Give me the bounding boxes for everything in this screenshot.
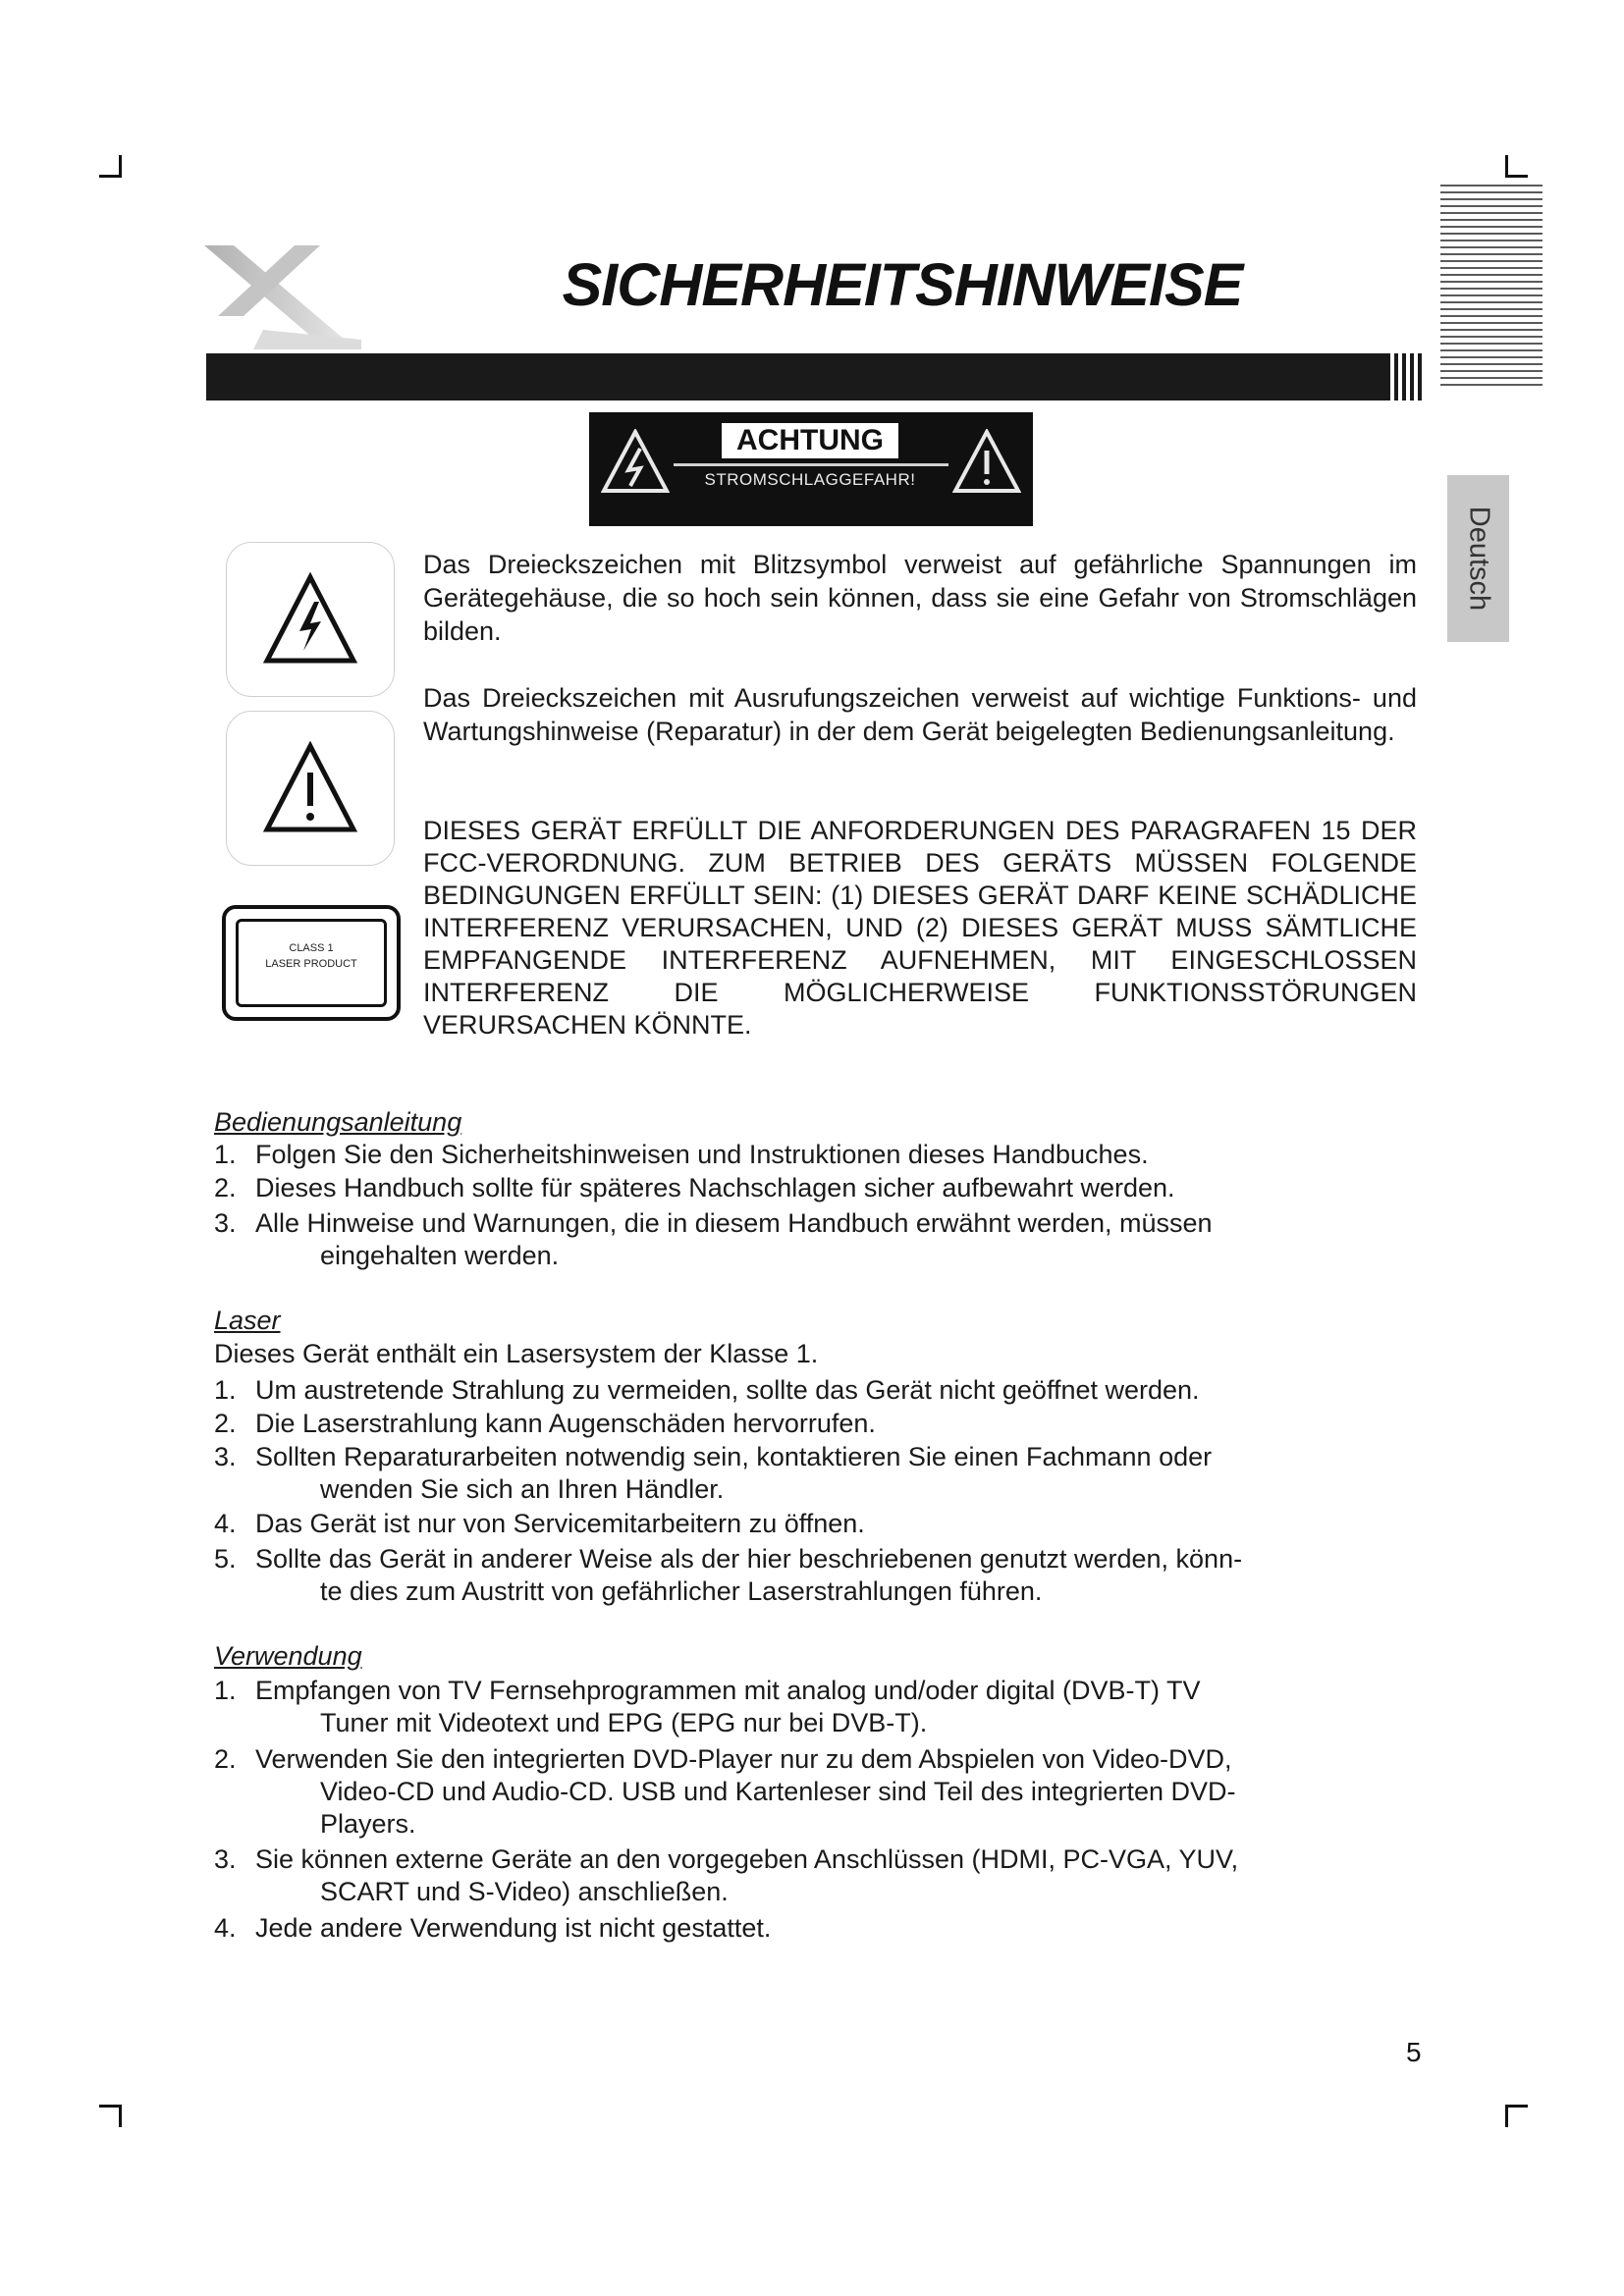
warning-subtitle: STROMSCHLAGGEFAHR! [704,470,916,489]
laser-label-line1: CLASS 1 [289,942,334,954]
crop-mark-bottom-left [99,2105,122,2127]
list-item-text: Empfangen von TV Fernsehprogrammen mit analog und/oder digital (DVB-T) TV [255,1676,1201,1705]
section-heading-bedienung: Bedienungsanleitung [214,1107,462,1137]
exclamation-symbol-card [226,711,395,866]
list-item-text: Folgen Sie den Sicherheitshinweisen und Instruktionen dieses Handbuches. [255,1140,1149,1169]
list-item-text: Verwenden Sie den integrierten DVD-Player nur zu dem Abspielen von Video-DVD, [255,1744,1232,1774]
lightning-symbol-card [226,542,395,697]
crop-mark-top-right [1505,155,1528,178]
list-item-continuation: eingehalten werden. [320,1241,560,1270]
list-item-continuation: Video-CD und Audio-CD. USB und Kartenleser sind Teil des integrierten DVD- [320,1777,1236,1806]
list-item [214,1543,1422,1608]
list-item-number: 3. [214,1208,237,1238]
list-item-text: Sie können externe Geräte an den vorgegeben Anschlüssen (HDMI, PC-VGA, YUV, [255,1844,1239,1874]
warning-title-box [722,423,898,458]
section-heading-laser: Laser [214,1306,281,1335]
list-item [214,1374,1422,1407]
laser-label-line2: LASER PRODUCT [265,958,357,970]
list-item-continuation: te dies zum Austritt von gefährlicher Laserstrahlungen führen. [320,1576,1043,1606]
crop-mark-top-left [99,155,122,178]
list-item [214,1207,1422,1272]
language-tab-label: Deutsch [1463,506,1494,612]
list-item-text: Jede andere Verwendung ist nicht gestattet. [255,1913,772,1943]
list-item [214,1675,1422,1739]
list-item-number: 1. [214,1140,237,1169]
language-tab [1447,475,1509,642]
list-item [214,1408,1422,1440]
list-item-number: 5. [214,1544,237,1574]
intro-paragraph-fcc: DIESES GERÄT ERFÜLLT DIE ANFORDERUNGEN DES PARAGRAFEN 15 DER FCC-VERORDNUNG. ZUM BETRIEB DES GERÄTS MÜSSEN FOLGENDE BEDINGUNGEN ERFÜLLT SEIN: (1) DIESES GERÄT DARF KEINE SCHÄDLICHE INTERFERENZ VERURSACHEN, UND (2) DIESES GERÄT MUSS SÄMTLICHE EMPFANGENDE INTERFERENZ AUFNEHMEN, MIT EINGESCHLOSSEN INTERFERENZ DIE MÖGLICHERWEISE FUNKTIONSSTÖRUNGEN VERURSACHEN KÖNNTE. [423,816,1417,1040]
list-item-text: Die Laserstrahlung kann Augenschäden hervorrufen. [255,1409,876,1438]
exclamation-warning-icon [952,429,1021,494]
list-item-number: 3. [214,1442,237,1471]
warning-divider [674,463,948,466]
list-item-continuation: Tuner mit Videotext und EPG (EPG nur bei DVB-T). [320,1708,928,1737]
intro-paragraph-exclamation: Das Dreieckszeichen mit Ausrufungszeichen verweist auf wichtige Funktions- und Wartungshinweise (Reparatur) in der dem Gerät beigelegten Bedienungsanleitung. [423,683,1417,746]
list-item-continuation: SCART und S-Video) anschließen. [320,1877,729,1906]
page-title: SICHERHEITSHINWEISE [562,251,1243,318]
decorative-stripes [1440,185,1543,391]
section-heading-verwendung: Verwendung [214,1641,362,1671]
laser-intro: Dieses Gerät enthält ein Lasersystem der Klasse 1. [214,1339,819,1368]
list-item-text: Um austretende Strahlung zu vermeiden, sollte das Gerät nicht geöffnet werden. [255,1375,1200,1405]
list-item-number: 1. [214,1676,237,1705]
laser-product-label [222,905,401,1021]
list-item-number: 4. [214,1913,237,1943]
list-item-number: 2. [214,1744,237,1774]
header-bar-fade [1371,353,1426,400]
list-item-number: 3. [214,1844,237,1874]
exclamation-triangle-icon [262,741,358,835]
list-item [214,1508,1422,1540]
list-item-number: 4. [214,1509,237,1538]
list-item [214,1843,1422,1908]
crop-mark-bottom-right [1505,2105,1528,2127]
list-item-text: Alle Hinweise und Warnungen, die in diesem Handbuch erwähnt werden, müssen [255,1208,1213,1238]
list-item [214,1743,1422,1841]
lightning-warning-icon [601,429,670,494]
list-item-text: Dieses Handbuch sollte für späteres Nachschlagen sicher aufbewahrt werden. [255,1173,1175,1202]
list-item [214,1441,1422,1506]
list-item [214,1912,1422,1945]
intro-paragraph-lightning: Das Dreieckszeichen mit Blitzsymbol verweist auf gefährliche Spannungen im Gerätegehäuse, die so hoch sein können, dass sie eine Gefahr von Stromschlägen bilden. [423,550,1417,646]
brand-logo-x-icon [204,241,361,349]
list-item-continuation: Players. [320,1809,416,1839]
header-bar [206,353,1386,400]
page-number: 5 [1406,2037,1422,2067]
list-item-number: 2. [214,1409,237,1438]
list-item-text: Sollten Reparaturarbeiten notwendig sein, kontaktieren Sie einen Fachmann oder [255,1442,1213,1471]
lightning-triangle-icon [262,572,358,667]
list-item [214,1139,1422,1171]
list-item [214,1172,1422,1204]
warning-title: ACHTUNG [736,424,884,456]
list-item-number: 1. [214,1375,237,1405]
list-item-text: Sollte das Gerät in anderer Weise als der hier beschriebenen genutzt werden, könn- [255,1544,1243,1574]
list-item-continuation: wenden Sie sich an Ihren Händler. [320,1474,725,1504]
list-item-text: Das Gerät ist nur von Servicemitarbeitern zu öffnen. [255,1509,865,1538]
list-item-number: 2. [214,1173,237,1202]
